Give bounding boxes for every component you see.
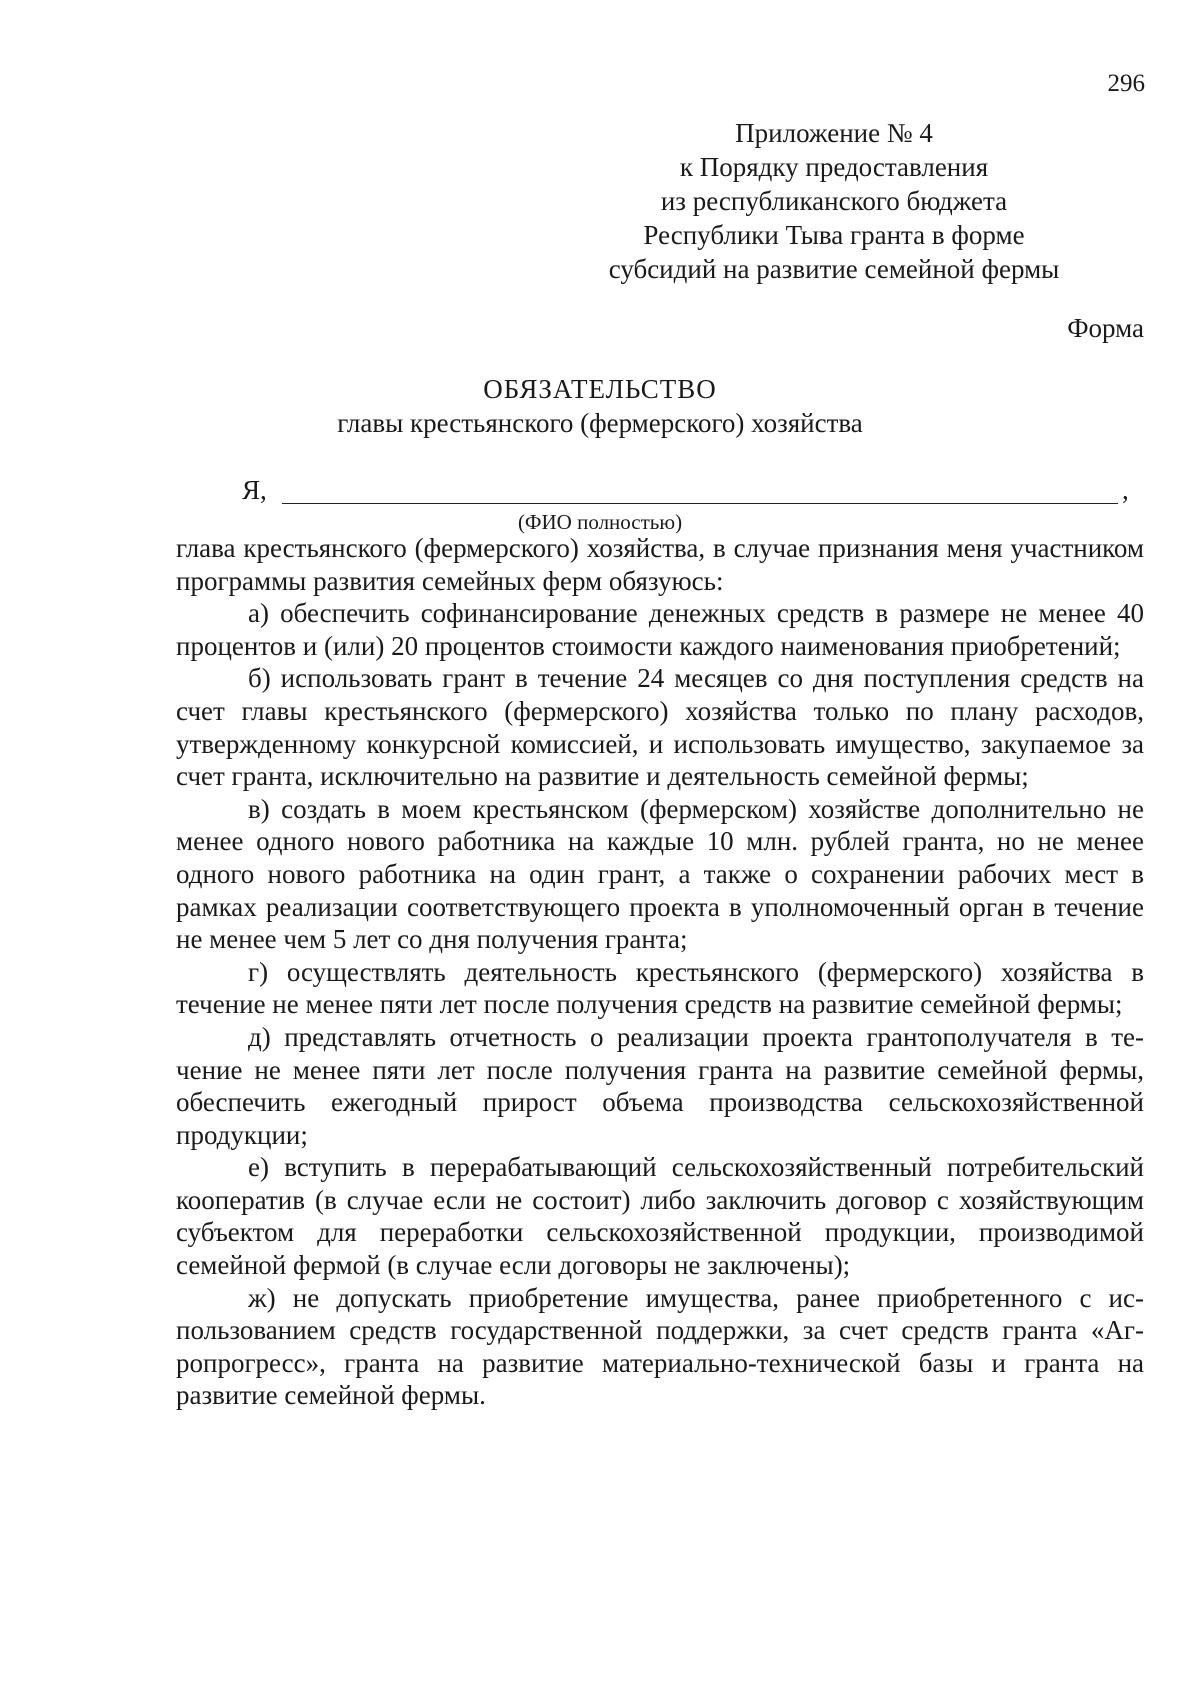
obligation-item: а) обеспечить софинансирование денежных средств в размере не менее 40 процентов и (или) 20 процентов стоимости каждого наименования приобретений; (176, 598, 1144, 661)
obligation-item: б) использовать грант в течение 24 месяцев со дня поступления средств на счет главы крестьянского (фермерского) хозяйства только по плану расходов, утвержденному конкурсной комиссией, и использовать имущество, закупаемое за счет гранта, исключительно на развитие и деятельность семейной фермы; (176, 663, 1144, 792)
obligation-item: д) представлять отчетность о реализации проекта грантополучателя в течение не менее пяти лет после получения гранта на развитие семейной фермы, обеспечить ежегодный прирост объема производства сельскохозяйственной продукции; (176, 1021, 1144, 1150)
name-fill-line (242, 475, 1142, 511)
obligation-item: г) осуществлять деятельность крестьянского (фермерского) хозяйства в течение не менее пяти лет после получения средств на развитие семейной фермы; (176, 956, 1144, 1020)
obligation-item: в) создать в моем крестьянском (фермерском) хозяйстве дополнительно не менее одного нового работника на каждые 10 млн. рублей гранта, но не менее одного нового работника на один грант, а также о сохранении рабочих мест в рамках реализации соответствующего проекта в уполномоченный орган в течение не менее чем 5 лет со дня получения гранта; (176, 793, 1144, 955)
document-title (0, 372, 1200, 440)
appendix-line: субсидий на развитие семейной фермы (608, 254, 1060, 284)
name-blank-line (282, 503, 1118, 504)
appendix-line: Республики Тыва гранта в форме (643, 220, 1025, 250)
appendix-line: Приложение № 4 (735, 118, 933, 148)
form-label: Форма (1067, 313, 1144, 343)
title-main: ОБЯЗАТЕЛЬСТВО (483, 374, 717, 404)
obligation-item: ж) не допускать приобретение имущества, ранее приобретенного с использованием средств государственной поддержки, за счет средств гранта «Агропрогресс», гранта на развитие материально-технической базы и гранта на развитие семейной фермы. (176, 1282, 1144, 1411)
appendix-line: к Порядку предоставления (679, 152, 989, 182)
appendix-line: из республиканского бюджета (660, 186, 1008, 216)
appendix-header (524, 116, 1144, 286)
obligation-item: е) вступить в перерабатывающий сельскохозяйственный потребительский кооператив (в случае если не состоит) либо заключить договор с хозяйствующим субъектом для переработки сельскохозяйственной продукции, производимой семейной фермой (в случае если договоры не заключены); (176, 1152, 1144, 1281)
obligation-body (176, 532, 1144, 1412)
page-number: 296 (1107, 70, 1145, 97)
signature-prefix: Я, (242, 475, 267, 505)
intro-paragraph: глава крестьянского (фермерского) хозяйства, в случае признания меня участником программы развития семейных ферм обязуюсь: (176, 533, 1144, 596)
title-subtitle: главы крестьянского (фермерского) хозяйства (337, 408, 863, 438)
fio-caption: (ФИО полностью) (517, 510, 683, 534)
signature-suffix: , (1122, 475, 1129, 505)
